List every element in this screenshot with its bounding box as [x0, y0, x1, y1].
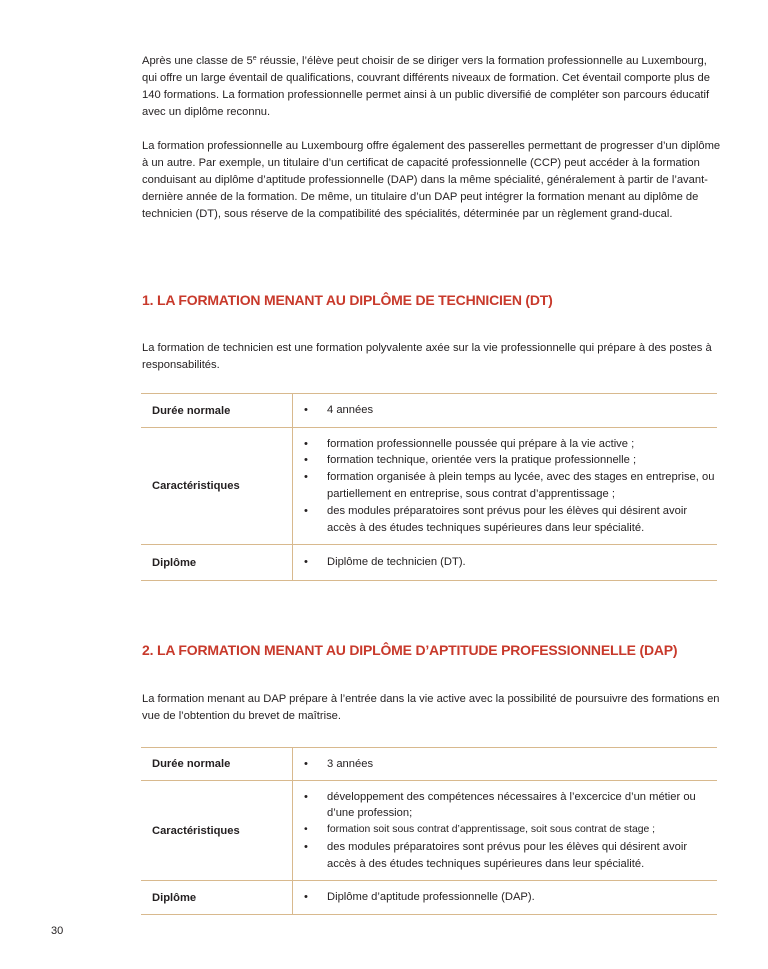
list-item: • des modules préparatoires sont prévus pour les élèves qui désirent avoir accès à des études techniques supérieures dans leur spécialité. — [302, 839, 717, 873]
table-row-duration — [141, 748, 717, 781]
characteristics-label: Caractéristiques — [141, 428, 293, 545]
duration-value: • 3 années — [302, 756, 717, 773]
duration-label: Durée normale — [141, 394, 293, 428]
characteristics-cell — [293, 781, 718, 881]
duration-value: • 4 années — [302, 402, 717, 419]
section-1-heading: 1. LA FORMATION MENANT AU DIPLÔME DE TECHNICIEN (DT) — [142, 292, 553, 308]
duration-value-cell — [293, 748, 718, 781]
characteristics-cell — [293, 428, 718, 545]
list-item: • formation soit sous contrat d’apprentissage, soit sous contrat de stage ; — [302, 822, 717, 839]
characteristics-label: Caractéristiques — [141, 781, 293, 881]
table-row-characteristics — [141, 781, 717, 881]
diploma-value-cell — [293, 545, 718, 581]
diploma-label: Diplôme — [141, 881, 293, 915]
intro-text-start: Après une classe de 5 — [142, 55, 253, 67]
list-item: • formation organisée à plein temps au lycée, avec des stages en entreprise, ou partiellement en entreprise, sous contrat d’apprentissage ; — [302, 469, 717, 503]
table-row-diploma — [141, 545, 717, 581]
section-1-description: La formation de technicien est une formation polyvalente axée sur la vie professionnelle qui prépare à des postes à responsabilités. — [142, 342, 712, 371]
diploma-label: Diplôme — [141, 545, 293, 581]
characteristics-list — [302, 789, 717, 873]
table-row-duration — [141, 394, 717, 428]
intro-text-rest: réussie, l’élève peut choisir de se diriger vers la formation professionnelle au Luxembourg, qui offre un large éventail de qualifications, couvrant différents niveaux de formation. Cet éventail comporte plus de 140 formations. La formation professionnelle permet ainsi à un public diversifié de compléter son parcours éducatif avec un diplôme reconnu. — [142, 55, 711, 118]
intro-paragraph-2: La formation professionnelle au Luxembourg offre également des passerelles permettant de progresser d’un diplôme à un autre. Par exemple, un titulaire d’un certificat de capacité professionnelle (CCP) peut accéder à la formation conduisant au diplôme d’aptitude professionnelle (DAP) dans la même spécialité, généralement à partir de l’avant-dernière année de la formation. De même, un titulaire d’un DAP peut intégrer la formation menant au diplôme de technicien (DT), sous réserve de la compatibilité des spécialités, déterminée par un règlement grand-ducal. — [142, 140, 721, 220]
diploma-value-cell — [293, 881, 718, 915]
section-2-heading: 2. LA FORMATION MENANT AU DIPLÔME D’APTITUDE PROFESSIONNELLE (DAP) — [142, 642, 678, 658]
diploma-value: • Diplôme d’aptitude professionnelle (DAP). — [302, 889, 717, 906]
section-2-table — [141, 747, 717, 915]
page-number: 30 — [51, 925, 64, 937]
intro-paragraph-1 — [142, 53, 722, 121]
superscript-e: e — [252, 55, 257, 62]
table-row-diploma — [141, 881, 717, 915]
characteristics-list — [302, 436, 717, 537]
list-item: • des modules préparatoires sont prévus pour les élèves qui désirent avoir accès à des études techniques supérieures dans leur spécialité. — [302, 503, 717, 537]
list-item: • développement des compétences nécessaires à l’excercice d’un métier ou d’une profession; — [302, 789, 717, 823]
duration-value-cell — [293, 394, 718, 428]
section-1-table — [141, 393, 717, 581]
list-item: • formation technique, orientée vers la pratique professionnelle ; — [302, 452, 717, 469]
diploma-value: • Diplôme de technicien (DT). — [302, 554, 717, 571]
duration-label: Durée normale — [141, 748, 293, 781]
table-row-characteristics — [141, 428, 717, 545]
section-2-description: La formation menant au DAP prépare à l’entrée dans la vie active avec la possibilité de poursuivre des formations en vue de l’obtention du brevet de maîtrise. — [142, 693, 720, 722]
list-item: • formation professionnelle poussée qui prépare à la vie active ; — [302, 436, 717, 453]
